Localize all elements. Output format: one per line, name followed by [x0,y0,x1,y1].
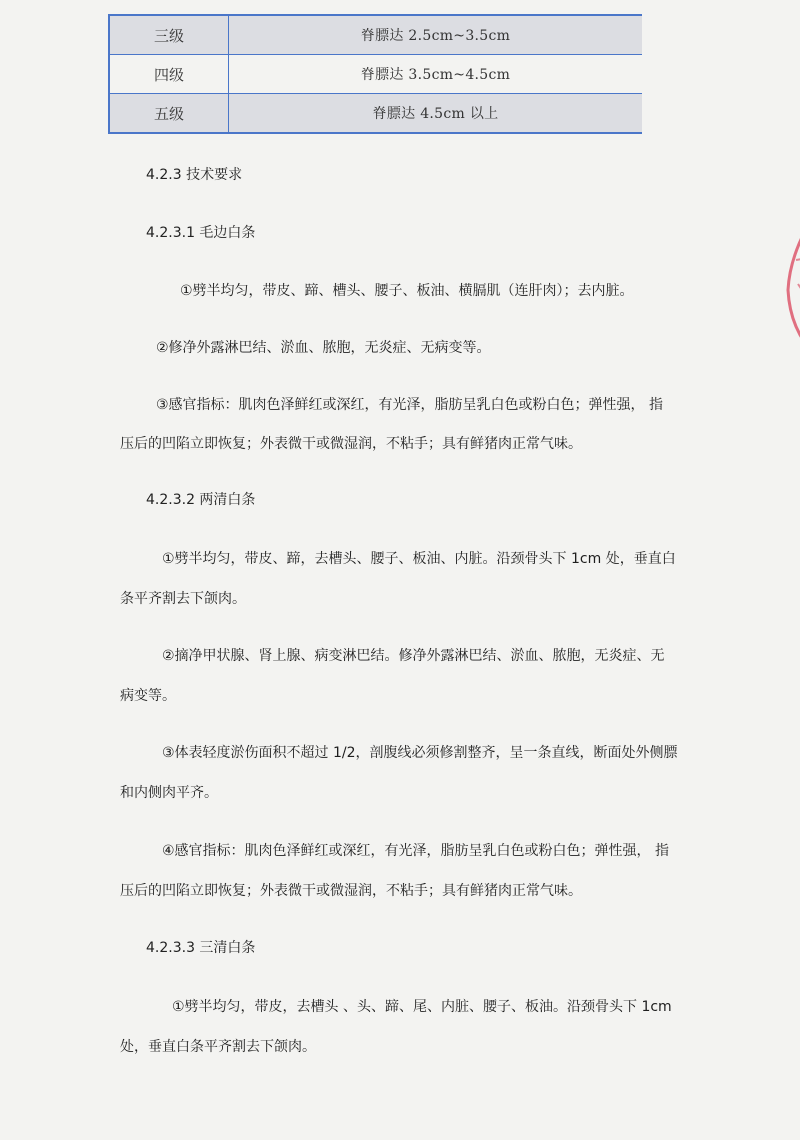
grade-cell: 四级 [109,55,229,94]
paragraph: ①劈半均匀，带皮、蹄，去槽头、腰子、板油、内脏。沿颈骨头下 1cm 处，垂直白 [162,551,676,567]
paragraph: ①劈半均匀，带皮、蹄、槽头、腰子、板油、横膈肌（连肝肉）；去内脏。 [180,283,634,299]
table-row [109,94,642,134]
desc-cell: 脊膘达 3.5cm~4.5cm [229,55,643,94]
paragraph: 条平齐割去下颌肉。 [120,591,246,607]
section-heading-4-2-3: 4.2.3 技术要求 [146,167,243,183]
paragraph: ①劈半均匀，带皮，去槽头 、头、蹄、尾、内脏、腰子、板油。沿颈骨头下 1cm [172,999,672,1015]
seal-stamp-icon [772,200,800,360]
paragraph: ③感官指标：肌肉色泽鲜红或深红，有光泽，脂肪呈乳白色或粉白色；弹性强， 指 [156,397,663,413]
grade-table [108,14,642,134]
paragraph: 和内侧肉平齐。 [120,785,218,801]
paragraph: 处，垂直白条平齐割去下颌肉。 [120,1039,316,1055]
grade-cell: 五级 [109,94,229,134]
section-heading-4-2-3-2: 4.2.3.2 两清白条 [146,492,256,508]
paragraph: ②摘净甲状腺、肾上腺、病变淋巴结。修净外露淋巴结、淤血、脓胞，无炎症、无 [162,648,665,664]
desc-cell: 脊膘达 4.5cm 以上 [229,94,643,134]
paragraph: ②修净外露淋巴结、淤血、脓胞，无炎症、无病变等。 [156,340,491,356]
paragraph: 压后的凹陷立即恢复；外表微干或微湿润，不粘手；具有鲜猪肉正常气味。 [120,883,582,899]
paragraph: ④感官指标：肌肉色泽鲜红或深红，有光泽，脂肪呈乳白色或粉白色；弹性强， 指 [162,843,669,859]
section-heading-4-2-3-3: 4.2.3.3 三清白条 [146,940,256,956]
section-heading-4-2-3-1: 4.2.3.1 毛边白条 [146,225,256,241]
paragraph: ③体表轻度淤伤面积不超过 1/2，剖腹线必须修割整齐，呈一条直线，断面处外侧膘 [162,745,678,761]
desc-cell: 脊膘达 2.5cm~3.5cm [229,15,643,55]
paragraph: 压后的凹陷立即恢复；外表微干或微湿润，不粘手；具有鲜猪肉正常气味。 [120,436,582,452]
paragraph: 病变等。 [120,688,176,704]
grade-cell: 三级 [109,15,229,55]
table-row [109,15,642,55]
table-row [109,55,642,94]
